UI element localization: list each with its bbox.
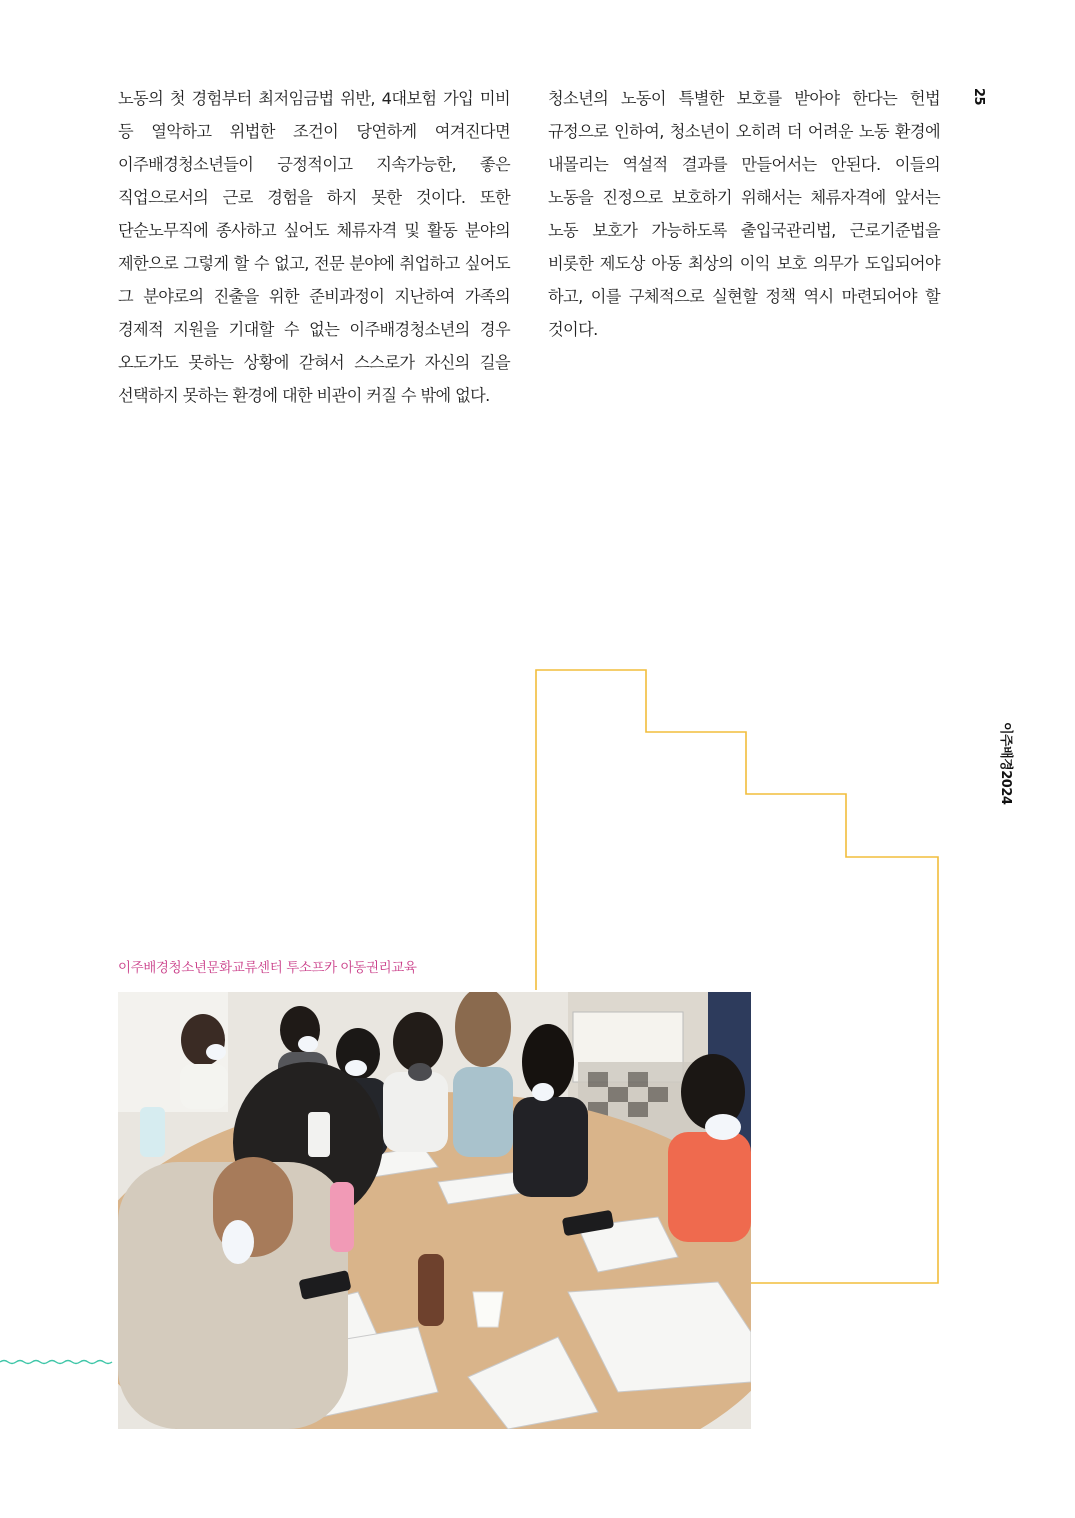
water-bottle: [330, 1182, 354, 1252]
article-left-column: [118, 82, 510, 412]
left-column-paragraph: 노동의 첫 경험부터 최저임금법 위반, 4대보험 가입 미비 등 열악하고 위법한 조건이 당연하게 여겨진다면 이주배경청소년들이 긍정적이고 지속가능한, 좋은 직업으로서의 근로 경험을 하지 못한 것이다. 또한 단순노무직에 종사하고 싶어도 체류자격 및 활동 분야의 제한으로 그렇게 할 수 없고, 전문 분야에 취업하고 싶어도 그 분야로의 진출을 위한 준비과정이 지난하여 가족의 경제적 지원을 기대할 수 없는 이주배경청소년의 경우 오도가도 못하는 상황에 갇혀서 스스로가 자신의 길을 선택하지 못하는 환경에 대한 비관이 커질 수 밖에 없다.: [118, 89, 510, 405]
magazine-title: 이주배경2024: [998, 722, 1013, 805]
pen-cup: [308, 1112, 330, 1157]
wave-line: [0, 1361, 112, 1364]
classroom-photo: [118, 992, 751, 1429]
right-column-paragraph: 청소년의 노동이 특별한 보호를 받아야 한다는 헌법 규정으로 인하여, 청소년이 오히려 더 어려운 노동 환경에 내몰리는 역설적 결과를 만들어서는 안된다. 이들의 노동을 진정으로 보호하기 위해서는 체류자격에 앞서는 노동 보호가 가능하도록 출입국관리법, 근로기준법을 비롯한 제도상 아동 최상의 이익 보호 의무가 도입되어야 하고, 이를 구체적으로 실현할 정책 역시 마련되어야 할 것이다.: [548, 89, 940, 339]
page-number: 25: [971, 88, 986, 106]
article-right-column: [548, 82, 940, 346]
photo-caption: 이주배경청소년문화교류센터 투소프카 아동권리교육: [118, 960, 417, 976]
photo-illustration: [118, 992, 751, 1429]
drink-bottle: [418, 1254, 444, 1326]
drink-bottles: [140, 1107, 165, 1157]
paper-cup: [473, 1292, 503, 1327]
